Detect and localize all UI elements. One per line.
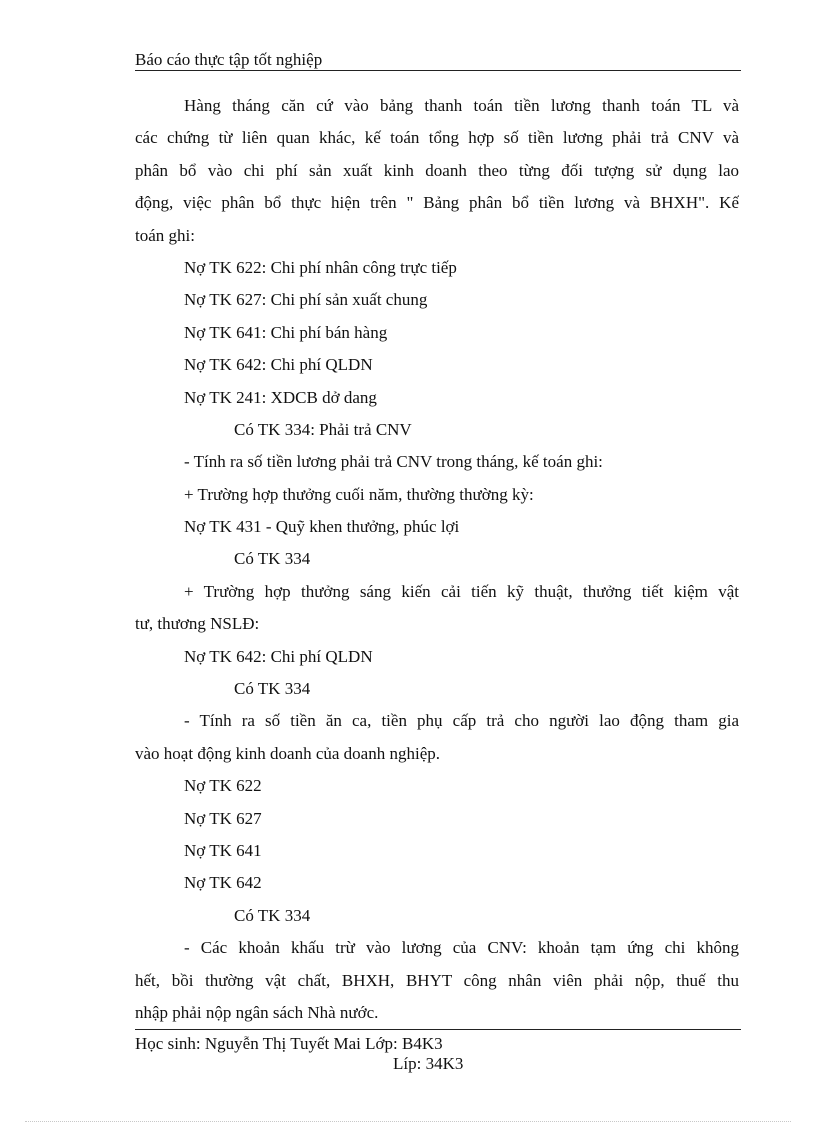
debit-entry: Nợ TK 627: Chi phí sản xuất chung <box>184 290 428 310</box>
credit-entry: Có TK 334: Phải trả CNV <box>234 419 412 439</box>
paragraph-line: + Trường hợp thưởng cuối năm, thường thường kỳ: <box>184 484 534 504</box>
debit-entry: Nợ TK 642: Chi phí QLDN <box>184 355 373 375</box>
paragraph-line: động, việc phân bổ thực hiện trên " Bảng phân bổ tiền lương và BHXH". Kế <box>135 193 739 213</box>
page-header-title: Báo cáo thực tập tốt nghiệp <box>135 50 323 69</box>
paragraph-line: tư, thương NSLĐ: <box>135 614 260 634</box>
debit-entry: Nợ TK 627 <box>184 808 262 828</box>
paragraph-line: - Tính ra số tiền ăn ca, tiền phụ cấp trả cho người lao động tham gia <box>184 711 739 731</box>
paragraph-line: toán ghi: <box>135 225 195 245</box>
credit-entry: Có TK 334 <box>234 549 311 569</box>
debit-entry: Nợ TK 642: Chi phí QLDN <box>184 646 373 666</box>
credit-entry: Có TK 334 <box>234 679 311 699</box>
page-bottom-edge <box>25 1121 791 1122</box>
debit-entry: Nợ TK 641: Chi phí bán hàng <box>184 322 388 342</box>
debit-entry: Nợ TK 642 <box>184 873 262 893</box>
paragraph-line: Hàng tháng căn cứ vào bảng thanh toán tiền lương thanh toán TL và <box>184 96 739 115</box>
debit-entry: Nợ TK 241: XDCB dở dang <box>184 387 377 407</box>
paragraph-line: vào hoạt động kinh doanh của doanh nghiệp. <box>135 743 440 763</box>
credit-entry: Có TK 334 <box>234 905 311 925</box>
page-footer <box>135 1034 741 1074</box>
footer-rule <box>135 1029 741 1030</box>
debit-entry: Nợ TK 622: Chi phí nhân công trực tiếp <box>184 257 457 277</box>
paragraph-line: - Các khoản khấu trừ vào lương của CNV: khoản tạm ứng chi không <box>184 938 739 958</box>
header-rule <box>135 70 741 71</box>
paragraph-line: các chứng từ liên quan khác, kế toán tổng hợp số tiền lương phải trả CNV và <box>135 128 739 148</box>
footer-student-line: Học sinh: Nguyễn Thị Tuyết Mai Lớp: B4K3 <box>135 1034 443 1053</box>
paragraph-line: hết, bồi thường vật chất, BHXH, BHYT công nhân viên phải nộp, thuế thu <box>135 970 739 990</box>
debit-entry: Nợ TK 431 - Quỹ khen thưởng, phúc lợi <box>184 517 460 537</box>
footer-class-line: Líp: 34K3 <box>393 1054 464 1073</box>
debit-entry: Nợ TK 641 <box>184 840 262 860</box>
debit-entry: Nợ TK 622 <box>184 776 262 796</box>
paragraph-line: phân bổ vào chi phí sản xuất kinh doanh theo từng đối tượng sử dụng lao <box>135 160 739 180</box>
document-body <box>135 90 739 1029</box>
paragraph-line: nhập phải nộp ngân sách Nhà nước. <box>135 1002 379 1022</box>
paragraph-line: - Tính ra số tiền lương phải trả CNV trong tháng, kế toán ghi: <box>184 452 603 472</box>
paragraph-line: + Trường hợp thưởng sáng kiến cải tiến kỹ thuật, thưởng tiết kiệm vật <box>184 581 739 601</box>
